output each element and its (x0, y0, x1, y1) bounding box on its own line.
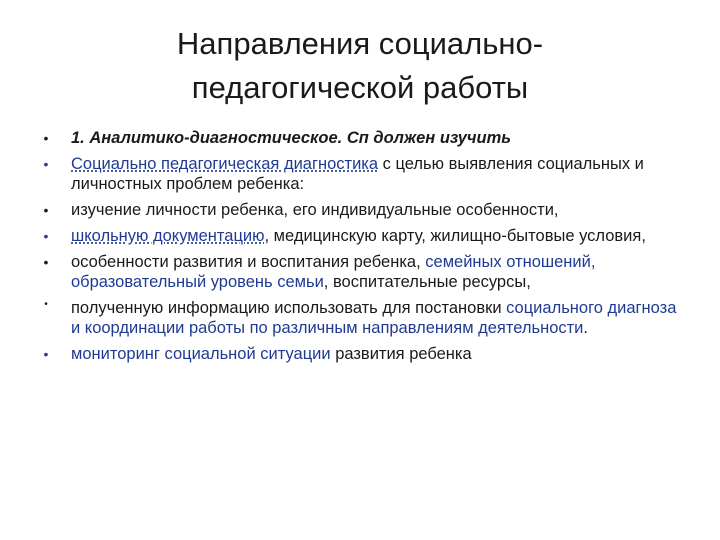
bullet-list (40, 128, 690, 370)
title-line-1: Направления социально- (176, 26, 544, 61)
bullet-text: 1. Аналитико-диагностическое. Сп должен изучить (71, 129, 512, 147)
bullet-text-highlight: семейных отношений, образовательный уровень семьи (71, 253, 596, 291)
bullet-icon: • (43, 254, 49, 270)
bullet-text: , медицинскую карту, жилищно-бытовые условия, (264, 227, 646, 245)
bullet-text-highlight: школьную документацию (71, 227, 265, 245)
bullet-item-diagnostics (40, 154, 690, 194)
bullet-text-highlight: мониторинг социальной ситуации (71, 345, 331, 363)
bullet-text-highlight: Социально педагогическая диагностика (71, 155, 379, 173)
bullet-item-personality (40, 200, 690, 220)
bullet-text: , воспитательные ресурсы, (323, 273, 531, 291)
bullet-text: особенности развития и воспитания ребенка, (71, 253, 426, 271)
bullet-icon: • (43, 346, 49, 362)
bullet-text-highlight: социального диагноза и координации работы по различным направлениям деятельности (71, 299, 677, 337)
slide-title (60, 22, 660, 110)
bullet-icon: • (43, 202, 49, 218)
bullet-icon: • (43, 228, 49, 244)
bullet-item-information (40, 298, 690, 338)
bullet-icon: • (43, 130, 49, 146)
bullet-text: полученную информацию использовать для постановки (71, 299, 507, 317)
bullet-item-analytic (40, 128, 690, 148)
bullet-text: . (583, 319, 588, 337)
bullet-item-monitoring (40, 344, 690, 364)
bullet-text: изучение личности ребенка, его индивидуальные особенности, (71, 201, 559, 219)
bullet-text: с целью выявления социальных и личностных проблем ребенка: (71, 155, 644, 193)
bullet-item-documentation (40, 226, 690, 246)
bullet-icon: • (44, 299, 48, 310)
bullet-icon: • (43, 156, 49, 172)
title-line-2: педагогической работы (191, 70, 529, 105)
bullet-item-development (40, 252, 690, 292)
bullet-text: развития ребенка (330, 345, 472, 363)
